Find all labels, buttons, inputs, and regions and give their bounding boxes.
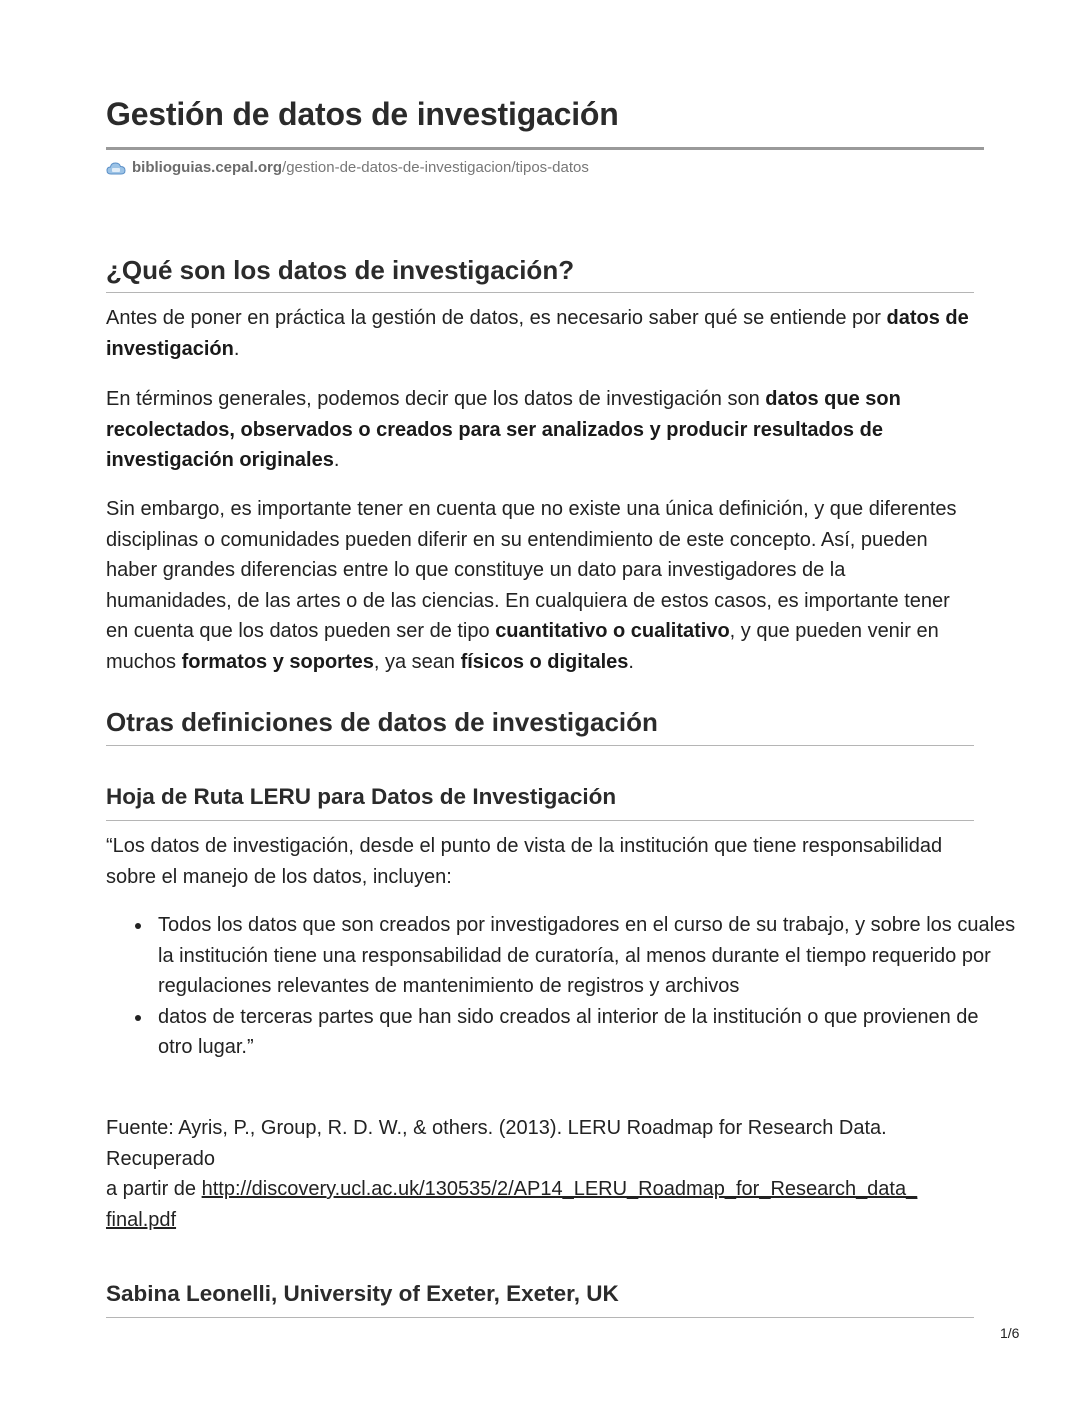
quote-intro: “Los datos de investigación, desde el punto de vista de la institución que tiene responsabilidad sobre el manejo de los datos, incluyen:: [106, 835, 943, 888]
cloud-icon: [106, 160, 126, 176]
list-item: Todos los datos que son creados por investigadores en el curso de su trabajo, y sobre los cuales la institución tiene una responsabilidad de curatoría, al menos durante el tiempo requerido por regulaciones relevantes de mantenimiento de registros y archivos: [158, 910, 1018, 1002]
source-path: /gestion-de-datos-de-investigacion/tipos-datos: [282, 159, 589, 176]
section-divider: [106, 745, 974, 746]
source-domain: biblioguias.cepal.org: [132, 159, 283, 176]
source-url: [106, 159, 589, 176]
subsection-divider: [106, 1317, 974, 1318]
quote-bullet-list: [106, 910, 1018, 1063]
page-number: 1/6: [1000, 1325, 1020, 1341]
page-title: Gestión de datos de investigación: [106, 96, 619, 132]
subsection-heading-leonelli: Sabina Leonelli, University of Exeter, Exeter, UK: [106, 1281, 619, 1306]
section-divider: [106, 292, 974, 293]
paragraph-intro: Antes de poner en práctica la gestión de datos, es necesario saber qué se entiende por datos de investigación.: [106, 307, 969, 360]
title-divider: [106, 147, 984, 150]
section-heading-otras-definiciones: Otras definiciones de datos de investigación: [106, 707, 658, 737]
source-link[interactable]: http://discovery.ucl.ac.uk/130535/2/AP14_LERU_Roadmap_for_Research_data_ final.pdf: [106, 1178, 918, 1231]
paragraph-disciplines: Sin embargo, es importante tener en cuenta que no existe una única definición, y que diferentes disciplinas o comunidades pueden diferir en su entendimiento de este concepto. Así, pueden haber grandes diferencias entre lo que constituye un dato para investigadores de la humanidades, de las artes o de las ciencias. En cualquiera de estos casos, es importante tener en cuenta que los datos pueden ser de tipo cuantitativo o cualitativo, y que pueden venir en muchos formatos y soportes, ya sean físicos o digitales.: [106, 498, 957, 673]
paragraph-definition: En términos generales, podemos decir que los datos de investigación son datos que son recolectados, observados o creados para ser analizados y producir resultados de investigación originales.: [106, 388, 901, 471]
subsection-heading-leru: Hoja de Ruta LERU para Datos de Investigación: [106, 784, 617, 809]
subsection-divider: [106, 820, 974, 821]
section-heading-que-son: ¿Qué son los datos de investigación?: [106, 255, 575, 285]
list-item: datos de terceras partes que han sido creados al interior de la institución o que provienen de otro lugar.”: [158, 1002, 1018, 1063]
source-citation: Fuente: Ayris, P., Group, R. D. W., & others. (2013). LERU Roadmap for Research Data. Recuperado a partir de http://discovery.ucl.ac.uk/130535/2/AP14_LERU_Roadmap_for_Research_data_ final.pdf: [106, 1117, 918, 1231]
